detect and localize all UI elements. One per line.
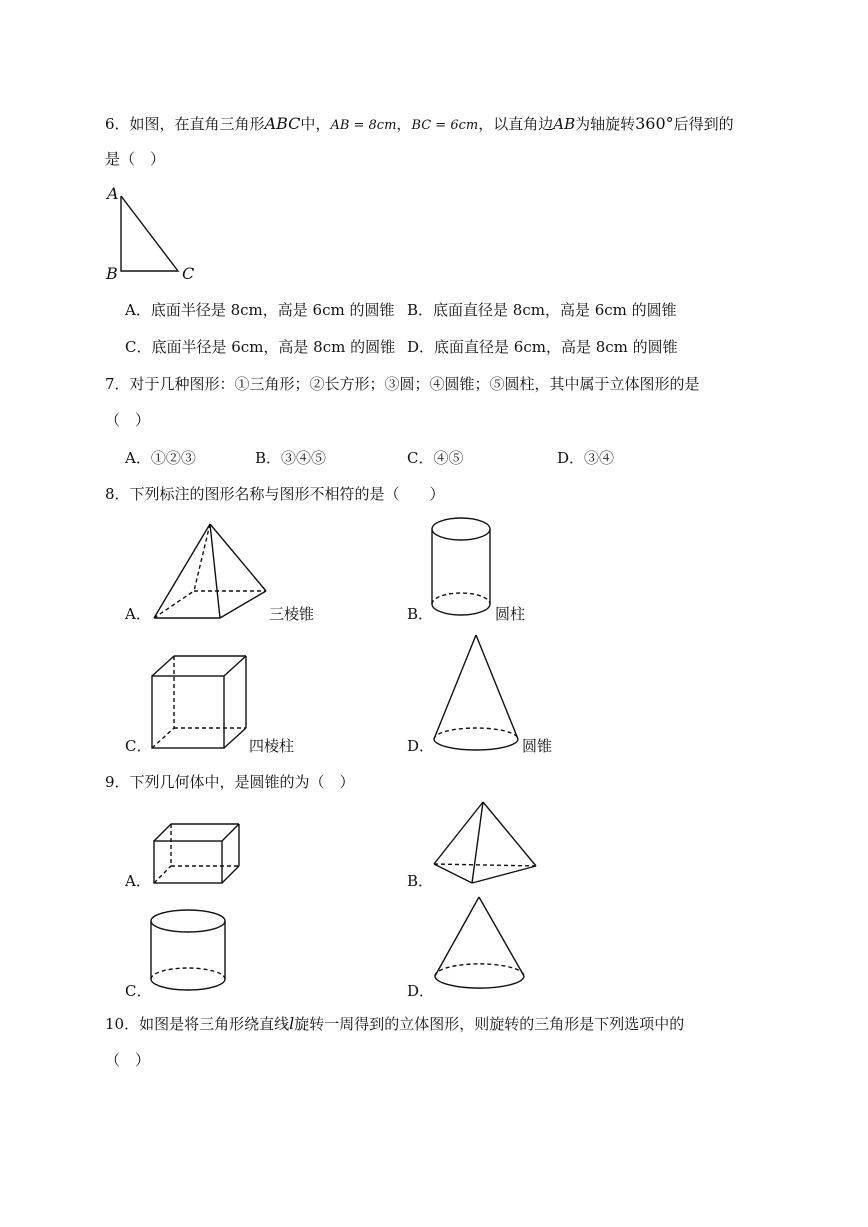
q7-line2: （ ） xyxy=(105,411,151,429)
q6-triangle-shape xyxy=(121,196,178,271)
q7-option-a[interactable]: A．①②③ xyxy=(125,449,196,467)
q7-option-d[interactable]: D．③④ xyxy=(557,449,615,467)
q9-line1: 9．下列几何体中，是圆锥的为（ ） xyxy=(105,773,355,791)
q9-option-d[interactable]: D． xyxy=(407,982,435,1000)
q8-option-c-letter[interactable]: C． xyxy=(125,737,152,755)
q10-line2: （ ） xyxy=(105,1051,151,1069)
q7-option-c[interactable]: C．④⑤ xyxy=(407,449,464,467)
q6-text: 中， xyxy=(300,115,331,133)
q6-label-c: C xyxy=(182,264,195,283)
q6-option-c[interactable]: C．底面半径是 6cm，高是 8cm 的圆锥 xyxy=(125,338,396,356)
q9-box-figure[interactable] xyxy=(150,820,245,890)
q6-text: 后得到的 xyxy=(673,115,734,133)
q10-text: 10．如图是将三角形绕直线 xyxy=(105,1015,290,1033)
q9-cone-figure[interactable] xyxy=(430,893,530,998)
q8-option-d-name: 圆锥 xyxy=(522,737,553,755)
q8-cone-figure[interactable] xyxy=(428,630,528,755)
q8-cube-figure[interactable] xyxy=(148,652,253,754)
q6-line1 xyxy=(105,116,734,132)
q9-triangular-pyramid-figure[interactable] xyxy=(430,798,542,890)
q6-axis-ab: AB xyxy=(553,115,576,133)
q8-option-b-name: 圆柱 xyxy=(495,605,526,623)
q6-label-b: B xyxy=(106,264,118,283)
q8-pyramid-figure[interactable] xyxy=(150,520,275,625)
q9-option-b[interactable]: B． xyxy=(407,872,434,890)
q8-option-b-letter[interactable]: B． xyxy=(407,605,434,623)
q8-option-d-letter[interactable]: D． xyxy=(407,737,435,755)
q8-option-a-name: 三棱锥 xyxy=(269,605,315,623)
q9-option-c[interactable]: C． xyxy=(125,982,152,1000)
q9-option-a[interactable]: A． xyxy=(125,872,151,890)
q6-text: 为轴旋转 xyxy=(575,115,636,133)
q10-line-l: l xyxy=(289,1014,295,1033)
q6-label-a: A xyxy=(107,184,119,203)
q8-option-c-name: 四棱柱 xyxy=(249,737,295,755)
q6-option-b[interactable]: B．底面直径是 8cm，高是 6cm 的圆锥 xyxy=(407,301,677,319)
q6-text: ，以直角边 xyxy=(478,115,554,133)
q6-option-d[interactable]: D．底面直径是 6cm，高是 8cm 的圆锥 xyxy=(407,338,678,356)
q6-number: 6． xyxy=(105,115,130,133)
q6-option-a[interactable]: A．底面半径是 8cm，高是 6cm 的圆锥 xyxy=(125,301,395,319)
q7-option-b[interactable]: B．③④⑤ xyxy=(255,449,327,467)
q9-cylinder-figure[interactable] xyxy=(148,905,233,1000)
q6-line2: 是（ ） xyxy=(105,150,166,168)
q6-text: ， xyxy=(396,115,412,133)
q6-text: 如图，在直角三角形 xyxy=(129,115,265,133)
q10-text: 旋转一周得到的立体图形，则旋转的三角形是下列选项中的 xyxy=(294,1015,685,1033)
q6-triangle-name: ABC xyxy=(264,114,301,133)
q10-line1 xyxy=(105,1016,684,1032)
q6-angle: 360° xyxy=(635,114,674,133)
q8-cylinder-figure[interactable] xyxy=(428,512,498,622)
q8-line1: 8．下列标注的图形名称与图形不相符的是（ ） xyxy=(105,485,445,503)
q8-option-a-letter[interactable]: A． xyxy=(125,605,151,623)
q6-ab-length: AB = 8cm xyxy=(330,118,397,133)
q7-line1: 7．对于几种图形：①三角形；②长方形；③圆；④圆锥；⑤圆柱，其中属于立体图形的是 xyxy=(105,375,700,393)
q6-bc-length: BC = 6cm xyxy=(411,118,479,133)
